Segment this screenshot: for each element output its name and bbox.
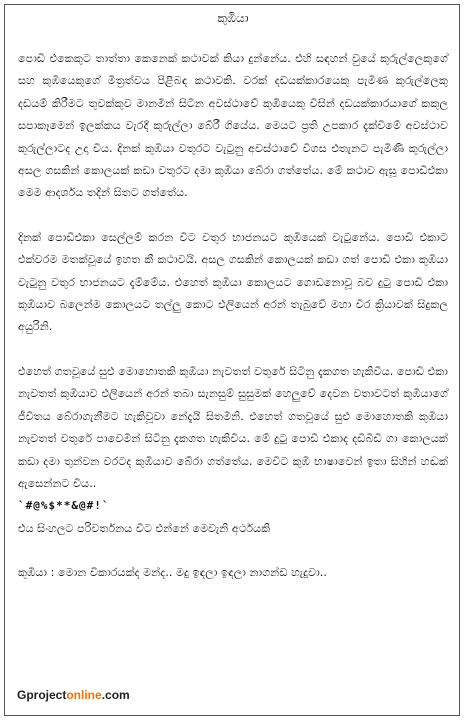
brand-suffix: .com <box>101 688 130 702</box>
story-body <box>18 48 448 585</box>
dialogue-line: කුඹියා : මොන විකාරයක්ද මන්ද.. මදු ඉඳලා ඉඳලා නාගන්ඩ හැදුවා.. <box>18 566 327 580</box>
story-title: කුඹියා <box>217 11 249 25</box>
translation-line: එය සිංහලට පරිවර්තනය විට එන්නේ මෙවැනි අර්ථයකි <box>18 521 271 535</box>
paragraph-2: දිනක් පොඩිඑකා සෙල්ලම් කරන විට වතුර භාජනයට කුඹියෙක් වැටුනේය. පොඩි එකාට එක්වරම මතක්වූයේ ඉහත කී කථාවයි. අසල ගසකින් කොලයක් කඩා ගත් පොඩි එකා කුඹියා වැටුනු වතුර භාජනයට දැම්මේය. එහෙත් කුඹියා කොලයට ගොඩනොවූ බව දුටු පොඩි එකා කුඹියාව බලෙන්ම කොලයට තල්ලු කොට එලියෙන් අරන් තැබුවේ මහා වීර ක්‍රියාවක් සිදුකල අයුරිනි. <box>18 230 448 334</box>
paragraph-3: එහෙත් ගතවූයේ සුළු මොහොතකි කුඹියා නැවතත් වතුරේ සිටිනු දැකගත හැකිවිය. පොඩි එකා නැවතත් කුඹියාව එලියෙන් අරන් තබා සැනසුම් සුසුමක් හෙලුවේ දෙවන වතාවටත් කුඹියාගේ ජීවිතය බේරාගැනීමට හැකිවූවා නේදැයි සිතමිනි. එහෙත් ගතවූයේ සුළු මොහොතකි කුඹියා නැවතත් වතුරේ පාවෙමින් සිටිනු දැකගත හැකිවිය. මේ දුටු පොඩි එකාද දඩිබිඩි ගා කොලයක් කඩා දමා තුන්වන වරටද කුඹියාව බේරා ගත්තේය. මෙවිට කුඹි භාෂාවෙන් ඉතා සිහින් හඬක් ඇසෙන්නට විය.. <box>18 364 448 490</box>
paragraph-1: පොඩි එකෙකුට තාත්තා කෙනෙක් කථාවක් කියා දුන්නේය. එහි සඳහන් වුයේ කුරුල්ලෙකුගේ සහ කුඹියෙකුගේ මිත්‍රත්වය පිළිබඳ කථාවකි. වරක් දඩයක්කාරයෙකු පැමිණ කුරුල්ලෙකු දඩයම් කිරීමට තුවක්කුව මානමින් සිටින අවස්ථාවේ කුඹියෙකු විසින් දඩයක්කාරයාගේ කකුල සපාකෑමෙන් ඉලක්කය වැරදී කුරුල්ලා බේරී ගියේය. මෙයට ප්‍රති උපකාර දැක්වීමේ අවස්ථාව කුරුල්ලාටද උදා විය. දිනක් කුඹියා වතුරට වැටුනු අවස්ථාවේ විගස එතැනට පැමිණි කුරුල්ලා අසල ගසකින් කොලයක් කඩා වතුරට දමා කුඹියා බේරා ගත්තේය. මේ කථාව ඇසූ පොඩිඑකා මෙම ආදර්ශය තදින් සිතට ගත්තේය. <box>18 52 448 200</box>
brand-accent: online <box>66 688 102 702</box>
brand-prefix: Gproject <box>17 688 67 702</box>
site-watermark <box>17 688 130 702</box>
symbol-sound-line: `#@%$**&@#!` <box>18 499 110 513</box>
